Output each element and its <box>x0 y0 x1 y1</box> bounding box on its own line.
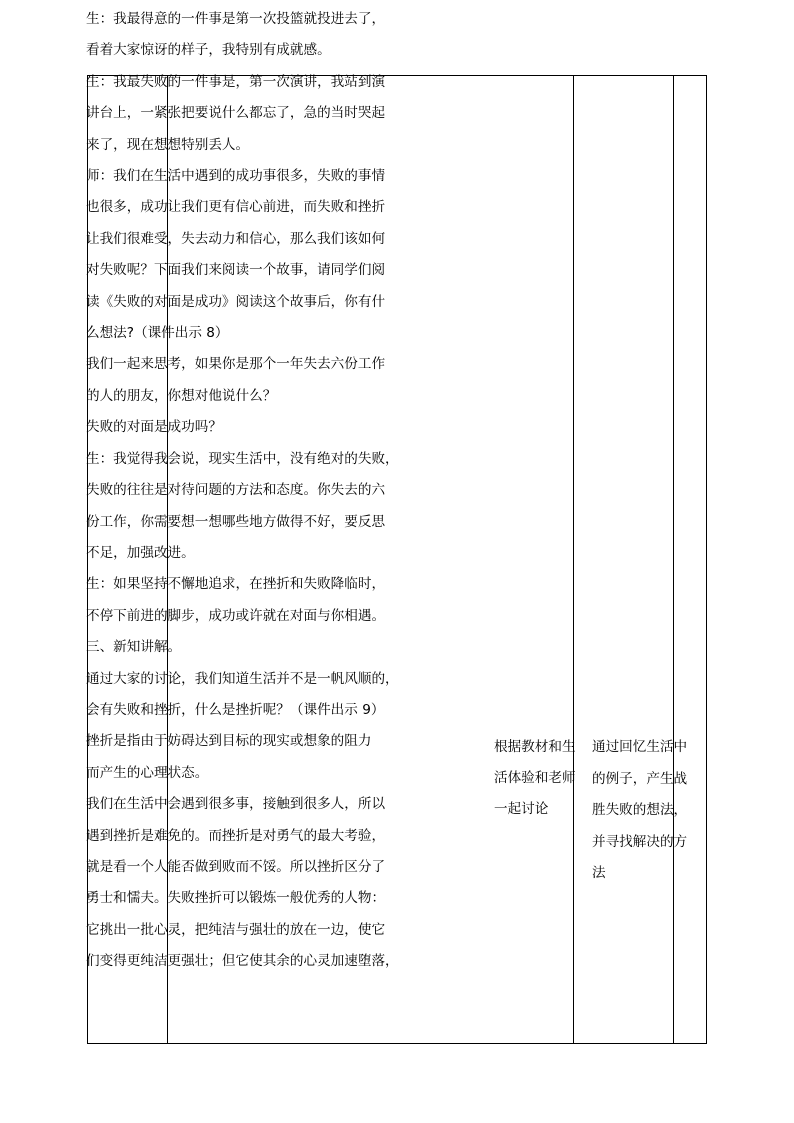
column-design-intent <box>674 76 707 1043</box>
content-line: 来了，现在想想特别丢人。 <box>86 136 250 153</box>
content-line: 失败的对面是成功吗？ <box>86 419 222 436</box>
design-intent-text <box>592 732 702 890</box>
content-line: 生：我最失败的一件事是，第一次演讲，我站到演 <box>86 73 386 90</box>
content-line: 们变得更纯洁更强壮；但它使其余的心灵加速堕落， <box>86 953 399 970</box>
intent-line: 并寻找解决的方 <box>592 833 688 850</box>
intent-line: 的例子，产生战 <box>592 770 688 787</box>
activity-line: 一起讨论 <box>494 801 549 817</box>
content-line: 让我们很难受，失去动力和信心，那么我们该如何 <box>86 230 386 247</box>
content-line: 生：我觉得我会说，现实生活中，没有绝对的失败， <box>86 450 399 467</box>
content-line: 失败的往往是对待问题的方法和态度。你失去的六 <box>86 482 386 499</box>
content-line: 对失败呢？下面我们来阅读一个故事，请同学们阅 <box>86 262 386 279</box>
content-line: 么想法?（课件出示 8） <box>86 325 229 342</box>
content-line: 师：我们在生活中遇到的成功事很多，失败的事情 <box>86 168 386 185</box>
content-line: 的人的朋友，你想对他说什么？ <box>86 387 277 404</box>
content-line: 也很多，成功让我们更有信心前进，而失败和挫折 <box>86 199 386 216</box>
intent-line: 法 <box>592 865 606 881</box>
activity-line: 活体验和老师 <box>494 770 576 786</box>
content-line: 生：我最得意的一件事是第一次投篮就投进去了， <box>86 11 386 27</box>
content-line: 不停下前进的脚步，成功或许就在对面与你相遇。 <box>86 607 386 624</box>
content-line: 挫折是指由于妨碍达到目标的现实或想象的阻力 <box>86 733 372 750</box>
content-line: 勇士和懦夫。失败挫折可以锻炼一般优秀的人物： <box>86 890 386 907</box>
teaching-content-text <box>86 4 400 978</box>
column-student-activity <box>574 76 674 1043</box>
student-activity-text <box>494 732 584 825</box>
content-line: 我们一起来思考，如果你是那个一年失去六份工作 <box>86 356 386 373</box>
content-line: 讲台上，一紧张把要说什么都忘了，急的当时哭起 <box>86 105 386 122</box>
content-line: 份工作，你需要想一想哪些地方做得不好，要反思 <box>86 513 386 530</box>
content-line: 它挑出一批心灵，把纯洁与强壮的放在一边，使它 <box>86 921 386 938</box>
intent-line: 通过回忆生活中 <box>592 739 688 755</box>
content-line: 不足，加强改进。 <box>86 544 195 561</box>
content-line: 遇到挫折是难免的。而挫折是对勇气的最大考验， <box>86 827 386 844</box>
content-line: 通过大家的讨论，我们知道生活并不是一帆风顺的， <box>86 670 399 687</box>
content-line: 会有失败和挫折，什么是挫折呢？（课件出示 9） <box>86 701 385 718</box>
intent-line: 胜失败的想法， <box>592 802 688 818</box>
content-line: 看着大家惊讶的样子，我特别有成就感。 <box>86 42 331 59</box>
activity-line: 根据教材和生 <box>494 739 576 755</box>
section-heading: 三、新知讲解。 <box>86 639 182 656</box>
content-line: 而产生的心理状态。 <box>86 764 209 781</box>
content-line: 就是看一个人能否做到败而不馁。所以挫折区分了 <box>86 858 386 875</box>
content-line: 生：如果坚持不懈地追求，在挫折和失败降临时， <box>86 576 386 593</box>
content-line: 读《失败的对面是成功》阅读这个故事后，你有什 <box>86 293 386 310</box>
content-line: 我们在生活中会遇到很多事，接触到很多人，所以 <box>86 796 386 813</box>
